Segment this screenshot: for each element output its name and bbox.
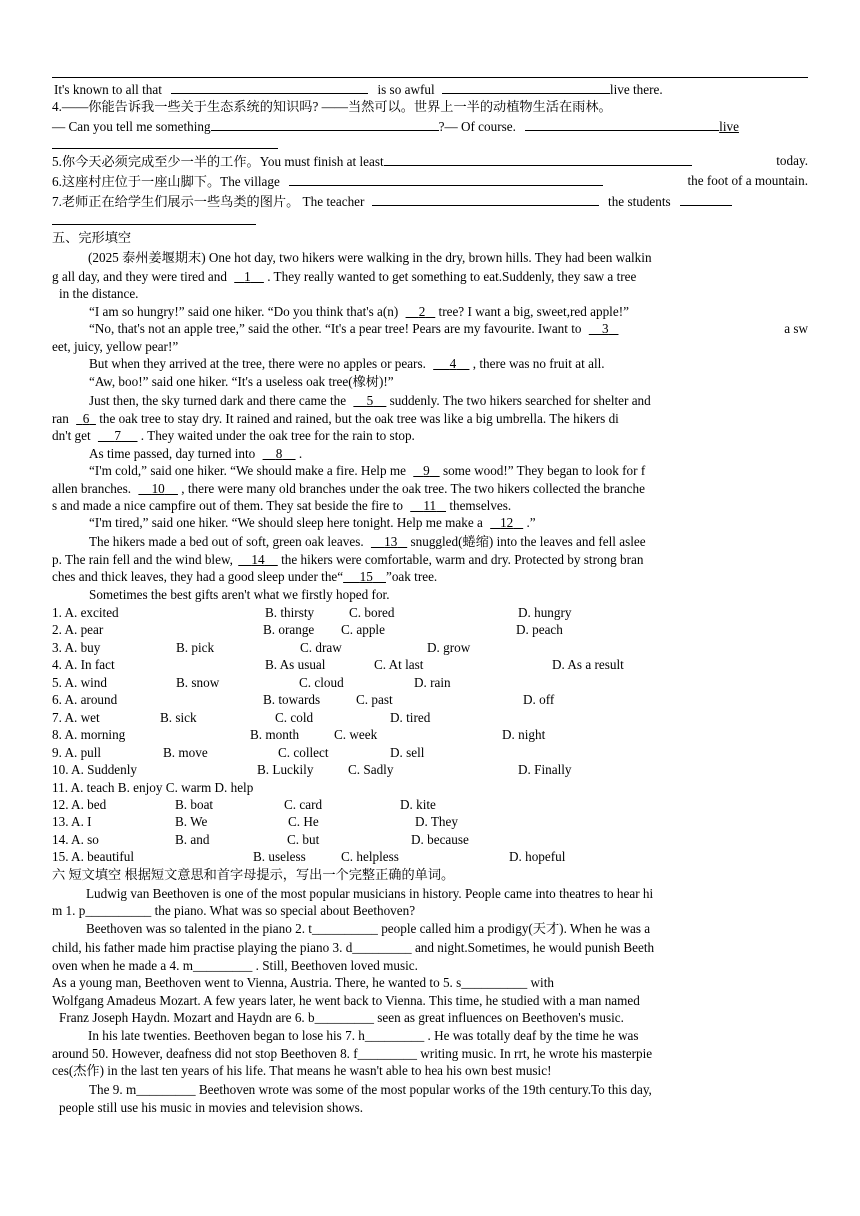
passage-line: child, his father made him practise playing the piano 3. d_________ and night.Sometimes, he would punish Beeth: [52, 940, 655, 955]
item-4-chinese: 4.——你能告诉我一些关于生态系统的知识吗? ——当然可以。世界上一半的动植物生活在雨林。: [52, 99, 612, 114]
blank-number: 5: [366, 393, 374, 408]
text: — Can you tell me something: [52, 119, 211, 134]
passage-line: Ludwig van Beethoven is one of the most popular musicians in history. People came into theatres to hear hi: [86, 886, 654, 901]
passage-line: Beethoven was so talented in the piano 2. t__________ people called him a prodigy(天才). When he was a: [86, 921, 651, 936]
text: But when they arrived at the tree, there were no apples or pears.: [89, 356, 426, 371]
blank-3[interactable]: [589, 321, 619, 336]
blank-number: 11: [423, 498, 437, 513]
blank-12[interactable]: [490, 515, 523, 530]
answer-blank[interactable]: [211, 117, 439, 131]
option-number-a[interactable]: 10. A. Suddenly: [52, 762, 137, 778]
blank-5[interactable]: [353, 393, 386, 408]
text: 7.老师正在给学生们展示一些鸟类的图片。 The teacher: [52, 194, 365, 209]
option-number-a[interactable]: 4. A. In fact: [52, 657, 115, 673]
option-b[interactable]: B. month: [250, 727, 300, 743]
option-d[interactable]: D. because: [411, 831, 469, 847]
text: Just then, the sky turned dark and there came the: [89, 393, 347, 408]
blank-15[interactable]: [343, 569, 386, 584]
text: “I am so hungry!” said one hiker. “Do you think that's a(n): [89, 304, 399, 319]
text: tree? I want a big, sweet,red apple!”: [438, 304, 629, 319]
option-number-a[interactable]: 11. A. teach B. enjoy C. warm D. help: [52, 779, 254, 795]
option-number-a[interactable]: 7. A. wet: [52, 709, 100, 725]
item-6-line: [52, 172, 808, 191]
option-d[interactable]: D. off: [523, 692, 555, 708]
option-d[interactable]: D. night: [502, 727, 546, 743]
option-c[interactable]: C. helpless: [341, 849, 399, 865]
passage-line: [52, 497, 808, 515]
blank-4[interactable]: [433, 356, 469, 371]
text: “I'm tired,” said one hiker. “We should sleep here tonight. Help me make a: [89, 515, 483, 530]
option-c[interactable]: C. Sadly: [348, 762, 394, 778]
answer-blank[interactable]: [680, 192, 732, 206]
text: ches and thick leaves, they had a good sleep under the“: [52, 569, 344, 584]
text: , there were many old branches under the oak tree. The two hikers collected the branche: [181, 481, 645, 496]
text: ?— Of course.: [438, 119, 516, 134]
passage-line: ces(杰作) in the last ten years of his life. That means he wasn't able to hea his own best music!: [52, 1063, 552, 1078]
passage-line: [89, 303, 808, 321]
blank-number: 10: [151, 481, 165, 496]
passage-line: [52, 427, 808, 445]
option-d[interactable]: D. tired: [390, 709, 431, 725]
blank-10[interactable]: [138, 481, 178, 496]
option-c[interactable]: C. collect: [278, 744, 329, 760]
text: “No, that's not an apple tree,” said the other. “It's a pear tree! Pears are my favourite. Iwant to: [89, 321, 582, 336]
option-b[interactable]: B. sick: [160, 709, 197, 725]
passage-line: m 1. p__________ the piano. What was so special about Beethoven?: [52, 903, 416, 918]
option-b[interactable]: B. move: [163, 744, 208, 760]
option-b[interactable]: B. thirsty: [265, 605, 315, 620]
answer-blank[interactable]: [525, 117, 719, 131]
blank-number: 9: [423, 463, 430, 478]
answer-blank[interactable]: [442, 80, 610, 94]
answer-blank[interactable]: [52, 224, 256, 225]
option-d[interactable]: D. peach: [516, 622, 563, 638]
option-number-a[interactable]: 13. A. I: [52, 814, 92, 830]
option-number-a[interactable]: 1. A. excited: [52, 605, 119, 620]
item-3-line: [52, 80, 808, 99]
option-number-a[interactable]: 14. A. so: [52, 831, 99, 847]
text: s and made a nice campfire out of them. They sat beside the fire to: [52, 498, 403, 513]
option-b[interactable]: B. boat: [175, 796, 214, 812]
option-c[interactable]: C. but: [287, 831, 320, 847]
text: themselves.: [449, 498, 512, 513]
top-rule: [52, 77, 808, 78]
blank-number: 13: [384, 534, 398, 549]
blank-number: 7: [114, 428, 122, 443]
passage-line: people still use his music in movies and television shows.: [59, 1100, 364, 1115]
option-d[interactable]: D. Finally: [518, 762, 572, 778]
item-5-line: [52, 152, 808, 171]
text: today.: [776, 153, 808, 168]
passage-line: [89, 514, 845, 532]
passage-line: [89, 355, 845, 373]
blank-13[interactable]: [371, 534, 407, 549]
text: ran: [52, 411, 69, 426]
blank-6[interactable]: [76, 411, 96, 426]
passage-line: in the distance.: [59, 286, 139, 301]
passage-line: The 9. m_________ Beethoven wrote was some of the most popular works of the 19th century.To this day,: [89, 1082, 652, 1097]
blank-8[interactable]: [263, 446, 296, 461]
text: the oak tree to stay dry. It rained and rained, but the oak tree was like a big umbrella. The hikers di: [99, 411, 619, 426]
passage-line: [89, 462, 808, 480]
blank-number: 1: [244, 269, 251, 284]
option-b[interactable]: B. snow: [176, 674, 220, 690]
blank-14[interactable]: [238, 552, 278, 567]
option-c[interactable]: C. apple: [341, 622, 385, 638]
text: the foot of a mountain.: [687, 173, 808, 188]
option-b[interactable]: B. useless: [253, 849, 306, 865]
text: g all day, and they were tired and: [52, 269, 227, 284]
text: , there was no fruit at all.: [472, 356, 605, 371]
passage-line: In his late twenties. Beethoven began to lose his 7. h_________ . He was totally deaf by the time he was: [88, 1028, 639, 1043]
passage-line: [89, 392, 808, 410]
passage-line: [52, 568, 808, 586]
text: snuggled(蜷缩) into the leaves and fell aslee: [410, 534, 646, 549]
passage-line: [52, 410, 808, 428]
passage-line: Sometimes the best gifts aren't what we firstly hoped for.: [89, 587, 390, 602]
section-6-heading: 六 短文填空 根据短文意思和首字母提示，写出一个完整正确的单词。: [52, 867, 455, 882]
option-d[interactable]: D. rain: [414, 674, 451, 690]
text: . They really wanted to get something to eat.Suddenly, they saw a tree: [267, 269, 637, 284]
answer-blank[interactable]: [372, 192, 599, 206]
option-b[interactable]: B. and: [175, 831, 210, 847]
text: the students: [608, 194, 671, 209]
option-b[interactable]: B. orange: [263, 622, 315, 638]
text: ”oak tree.: [385, 569, 438, 584]
option-d[interactable]: D. hungry: [518, 605, 572, 620]
text: a sw: [784, 321, 808, 336]
option-b[interactable]: B. towards: [263, 692, 321, 708]
passage-line: [89, 533, 808, 551]
blank-number: 4: [449, 356, 457, 371]
option-number-a[interactable]: 3. A. buy: [52, 639, 101, 655]
text: As time passed, day turned into: [89, 446, 256, 461]
passage-line: around 50. However, deafness did not stop Beethoven 8. f_________ writing music. In rrt, he wrote his masterpie: [52, 1046, 653, 1061]
option-number-a[interactable]: 15. A. beautiful: [52, 849, 135, 865]
passage-line: Franz Joseph Haydn. Mozart and Haydn are 6. b_________ seen as great influences on Beethoven's music.: [59, 1010, 624, 1025]
option-d[interactable]: D. sell: [390, 744, 425, 760]
option-d[interactable]: D. They: [415, 814, 458, 830]
item-4-english: [52, 117, 808, 136]
text: .: [298, 446, 303, 461]
text: .”: [526, 515, 536, 530]
option-d[interactable]: D. As a result: [552, 657, 624, 673]
option-number-a[interactable]: 5. A. wind: [52, 674, 107, 690]
blank-number: 2: [418, 304, 426, 319]
text: live: [719, 119, 739, 134]
blank-number: 3: [601, 321, 609, 336]
option-c[interactable]: C. card: [284, 796, 323, 812]
option-c[interactable]: C. draw: [300, 639, 342, 655]
option-c[interactable]: C. week: [334, 727, 378, 743]
passage-line: (2025 泰州姜堰期末) One hot day, two hikers were walking in the dry, brown hills. They had been walkin: [88, 250, 652, 265]
passage-line: “Aw, boo!” said one hiker. “It's a useless oak tree(橡树)!”: [89, 374, 394, 389]
blank-11[interactable]: [410, 498, 446, 513]
option-number-a[interactable]: 2. A. pear: [52, 622, 104, 638]
text: live there.: [609, 82, 663, 97]
passage-line: Wolfgang Amadeus Mozart. A few years later, he went back to Vienna. This time, he studied with a man named: [52, 993, 640, 1008]
blank-number: 6: [82, 411, 90, 426]
option-c[interactable]: C. bored: [349, 605, 395, 620]
passage-line: eet, juicy, yellow pear!”: [52, 339, 179, 354]
option-c[interactable]: C. He: [288, 814, 319, 830]
option-c[interactable]: C. cold: [275, 709, 314, 725]
text: allen branches.: [52, 481, 132, 496]
option-number-a[interactable]: 8. A. morning: [52, 727, 126, 743]
text: The hikers made a bed out of soft, green oak leaves.: [89, 534, 364, 549]
option-b[interactable]: B. Luckily: [257, 762, 314, 778]
option-number-a[interactable]: 9. A. pull: [52, 744, 102, 760]
passage-line: [89, 320, 808, 338]
option-c[interactable]: C. past: [356, 692, 393, 708]
text: dn't get: [52, 428, 91, 443]
blank-number: 8: [275, 446, 283, 461]
blank-9[interactable]: [413, 463, 439, 478]
option-number-a[interactable]: 12. A. bed: [52, 796, 107, 812]
blank-2[interactable]: [406, 304, 436, 319]
answer-blank[interactable]: [52, 148, 278, 149]
text: suddenly. The two hikers searched for shelter and: [389, 393, 651, 408]
option-d[interactable]: D. kite: [400, 796, 436, 812]
blank-number: 14: [251, 552, 265, 567]
passage-line: [52, 480, 808, 498]
answer-blank[interactable]: [289, 172, 603, 186]
option-c[interactable]: C. At last: [374, 657, 424, 673]
item-7-line: [52, 192, 808, 211]
passage-line: oven when he made a 4. m_________ . Still, Beethoven loved music.: [52, 958, 418, 973]
text: . They waited under the oak tree for the rain to stop.: [140, 428, 415, 443]
text: 5.你今天必须完成至少一半的工作。You must finish at least: [52, 154, 384, 169]
passage-line: [89, 445, 845, 463]
passage-line: [52, 268, 808, 286]
blank-number: 12: [500, 515, 514, 530]
passage-line: As a young man, Beethoven went to Vienna, Austria. There, he wanted to 5. s__________ with: [52, 975, 554, 990]
option-d[interactable]: D. hopeful: [509, 849, 566, 865]
text: some wood!” They began to look for f: [442, 463, 646, 478]
text: p. The rain fell and the wind blew,: [52, 552, 233, 567]
section-5-heading: 五、完形填空: [52, 230, 132, 245]
option-d[interactable]: D. grow: [427, 639, 471, 655]
option-b[interactable]: B. pick: [176, 639, 215, 655]
option-b[interactable]: B. We: [175, 814, 208, 830]
text: is so awful: [377, 82, 435, 97]
option-c[interactable]: C. cloud: [299, 674, 344, 690]
blank-number: 15: [359, 569, 373, 584]
text: the hikers were comfortable, warm and dry. Protected by strong bran: [281, 552, 644, 567]
option-b[interactable]: B. As usual: [265, 657, 326, 673]
answer-blank[interactable]: [384, 152, 692, 166]
passage-line: [52, 551, 808, 569]
text: “I'm cold,” said one hiker. “We should make a fire. Help me: [89, 463, 406, 478]
blank-7[interactable]: [98, 428, 138, 443]
blank-1[interactable]: [234, 269, 264, 284]
option-number-a[interactable]: 6. A. around: [52, 692, 118, 708]
text: It's known to all that: [54, 82, 162, 97]
text: 6.这座村庄位于一座山脚下。The village: [52, 174, 280, 189]
answer-blank[interactable]: [171, 80, 368, 94]
